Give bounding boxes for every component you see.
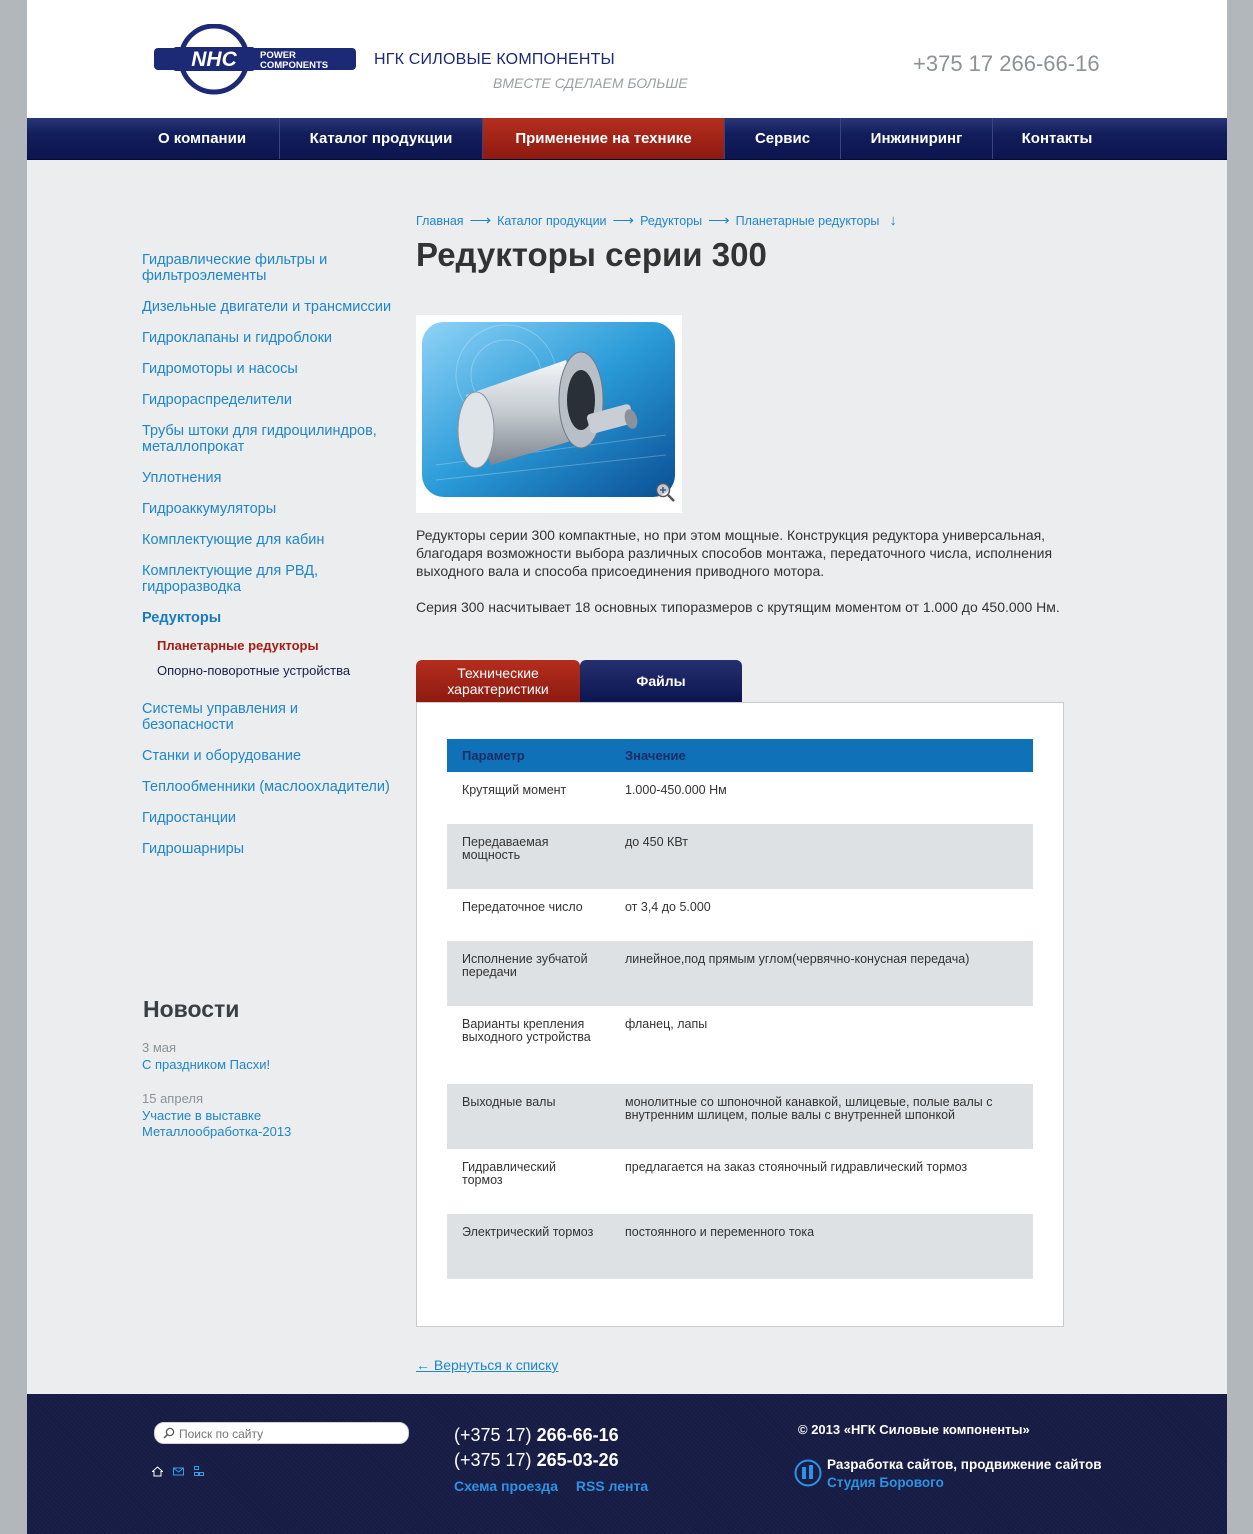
table-cell-value: постоянного и переменного тока: [610, 1214, 1033, 1279]
spec-table-header: [447, 739, 1033, 772]
breadcrumb-planetary[interactable]: Планетарные редукторы: [735, 214, 880, 228]
table-cell-value: монолитные со шпоночной канавкой, шлицевые, полые валы с внутренним шлицем, полые валы с внутренней шпонкой: [610, 1084, 1033, 1149]
description-paragraph: Серия 300 насчитывает 18 основных типоразмеров с крутящим моментом от 1.000 до 450.000 Нм.: [416, 599, 1060, 615]
sidebar-item-cabins[interactable]: Комплектующие для кабин: [142, 532, 325, 548]
back-to-list-link[interactable]: ← Вернуться к списку: [416, 1357, 559, 1373]
footer: [27, 1394, 1227, 1534]
description-paragraph: Редукторы серии 300 компактные, но при этом мощные. Конструкция редуктора универсальная, благодаря возможности выбора различных способов монтажа, передаточного числа, исполнения выходного вала и способа присоединения приводного мотора.: [416, 527, 1053, 579]
sidebar-item-rvd[interactable]: Комплектующие для РВД, гидроразводка: [142, 563, 319, 595]
studio-logo-icon[interactable]: [794, 1459, 822, 1487]
spec-table: [447, 739, 1033, 1279]
table-cell-param: Выходные валы: [447, 1084, 610, 1149]
rss-link[interactable]: RSS лента: [575, 1478, 649, 1494]
sitemap-icon[interactable]: [194, 1466, 205, 1477]
developer-text[interactable]: Разработка сайтов, продвижение сайтов: [827, 1457, 1102, 1472]
nav-item-about[interactable]: О компании: [125, 118, 280, 159]
product-image[interactable]: [416, 315, 682, 513]
header-phone: +375 17 266-66-16: [913, 51, 1100, 76]
sidebar-item-power-units[interactable]: Гидростанции: [142, 810, 237, 826]
header: [27, 0, 1227, 118]
copyright: © 2013 «НГК Силовые компоненты»: [798, 1422, 1030, 1437]
table-row: [447, 824, 1033, 889]
column-header-param: Параметр: [447, 739, 610, 772]
search-input[interactable]: [177, 1425, 401, 1443]
logo-sub-components: COMPONENTS: [260, 60, 329, 71]
catalog-sidebar: [142, 252, 392, 872]
table-cell-param: Электрический тормоз: [447, 1214, 610, 1279]
table-cell-value: от 3,4 до 5.000: [625, 900, 711, 914]
table-row: [447, 1084, 1033, 1149]
breadcrumb-reducers[interactable]: Редукторы: [640, 214, 703, 228]
table-cell-value: линейное,под прямым углом(червячно-конусная передача): [610, 941, 1033, 1006]
table-row: [447, 1006, 1033, 1084]
product-description: [416, 526, 1096, 634]
nav-item-catalog[interactable]: Каталог продукции: [280, 118, 483, 159]
table-cell-param: Исполнение зубчатой передачи: [447, 941, 610, 1006]
table-row: [447, 941, 1033, 1006]
breadcrumb: [416, 211, 903, 229]
sidebar-item-reducers[interactable]: Редукторы: [142, 610, 222, 626]
tab-specs-label: Технические характеристики: [447, 665, 549, 697]
page-title: Редукторы серии 300: [416, 236, 767, 273]
logo-sub-power: POWER: [260, 50, 296, 61]
logo-text: NHC: [191, 48, 237, 71]
table-cell-param: Крутящий момент: [462, 783, 567, 797]
sidebar-item-joints[interactable]: Гидрошарниры: [142, 841, 245, 857]
sidebar-item-control-systems[interactable]: Системы управления и безопасности: [142, 701, 298, 733]
table-cell-param: Передаваемая мощность: [447, 824, 610, 889]
table-cell-value: фланец, лапы: [625, 1017, 708, 1031]
sidebar-item-valves[interactable]: Гидроклапаны и гидроблоки: [142, 330, 333, 346]
map-link[interactable]: Схема проезда: [454, 1478, 558, 1494]
search-icon: [163, 1427, 175, 1439]
table-row: [447, 1149, 1033, 1214]
sidebar-item-seals[interactable]: Уплотнения: [142, 470, 222, 486]
table-row: [447, 772, 1033, 824]
phone-code: (+375 17): [454, 1425, 532, 1445]
table-cell-value: 1.000-450.000 Нм: [625, 783, 727, 797]
breadcrumb-catalog[interactable]: Каталог продукции: [497, 214, 607, 228]
table-cell-param: Варианты крепления выходного устройства: [462, 1017, 591, 1044]
table-cell-param: Гидравлический тормоз: [462, 1160, 557, 1187]
sidebar-item-accumulators[interactable]: Гидроаккумуляторы: [142, 501, 277, 517]
breadcrumb-arrow-icon: ⟶: [612, 212, 635, 229]
tab-specs[interactable]: [416, 660, 580, 702]
breadcrumb-arrow-icon: ⟶: [469, 212, 492, 229]
footer-phone-1: [454, 1425, 619, 1446]
sidebar-item-motors[interactable]: Гидромоторы и насосы: [142, 361, 298, 377]
developer-studio-link[interactable]: Студия Борового: [827, 1475, 944, 1490]
page: [27, 0, 1227, 1534]
main-nav: [27, 118, 1227, 160]
developer-credit: [827, 1456, 1102, 1492]
sidebar-subitem-slewing[interactable]: Опорно-поворотные устройства: [157, 663, 351, 678]
sidebar-sublist: [142, 638, 392, 678]
news-title: Новости: [143, 996, 240, 1022]
sidebar-item-distributors[interactable]: Гидрораспределители: [142, 392, 292, 408]
table-row: [447, 1214, 1033, 1279]
footer-links: [454, 1478, 662, 1494]
sidebar-subitem-planetary[interactable]: Планетарные редукторы: [157, 638, 319, 653]
home-icon[interactable]: [152, 1466, 163, 1477]
phone-number: 265-03-26: [536, 1450, 619, 1470]
news-link[interactable]: Участие в выставке Металлообработка-2013: [142, 1108, 292, 1139]
phone-code: (+375 17): [454, 1450, 532, 1470]
news-date: 3 мая: [142, 1040, 177, 1055]
sidebar-item-machines[interactable]: Станки и оборудование: [142, 748, 302, 764]
nav-item-service[interactable]: Сервис: [725, 118, 841, 159]
news-link[interactable]: С праздником Пасхи!: [142, 1057, 271, 1072]
zoom-in-icon[interactable]: [654, 481, 676, 503]
breadcrumb-home[interactable]: Главная: [416, 214, 464, 228]
phone-number: 266-66-16: [536, 1425, 619, 1445]
table-cell-param: Передаточное число: [462, 900, 583, 914]
slogan: ВМЕСТЕ СДЕЛАЕМ БОЛЬШЕ: [493, 75, 688, 91]
sidebar-item-engines[interactable]: Дизельные двигатели и трансмиссии: [142, 299, 392, 315]
table-cell-value: предлагается на заказ стояночный гидравлический тормоз: [625, 1160, 968, 1174]
table-cell-value: до 450 КВт: [610, 824, 1033, 889]
breadcrumb-down-arrow-icon[interactable]: ↓: [889, 212, 897, 229]
nav-item-contacts[interactable]: Контакты: [1021, 130, 1093, 147]
mail-icon[interactable]: [173, 1466, 184, 1477]
column-header-value: Значение: [610, 739, 1033, 772]
news-list: [142, 1040, 342, 1158]
nav-item-application[interactable]: Применение на технике: [483, 118, 725, 159]
footer-phone-2: [454, 1450, 619, 1471]
nhc-logo[interactable]: [153, 24, 358, 96]
table-row: [447, 889, 1033, 941]
search-box: [154, 1422, 409, 1444]
tab-files[interactable]: Файлы: [580, 660, 742, 702]
sidebar-item-filters[interactable]: Гидравлические фильтры и фильтроэлементы: [142, 252, 328, 284]
sidebar-item-heat-exchangers[interactable]: Теплообменники (маслоохладители): [142, 779, 390, 795]
breadcrumb-arrow-icon: ⟶: [708, 212, 730, 229]
company-name: НГК СИЛОВЫЕ КОМПОНЕНТЫ: [374, 51, 615, 68]
nav-item-engineering[interactable]: Инжиниринг: [841, 118, 993, 159]
tab-panel-specs: [416, 702, 1064, 1327]
news-date: 15 апреля: [142, 1091, 203, 1106]
sidebar-item-pipes[interactable]: Трубы штоки для гидроцилиндров, металлопрокат: [142, 423, 377, 455]
